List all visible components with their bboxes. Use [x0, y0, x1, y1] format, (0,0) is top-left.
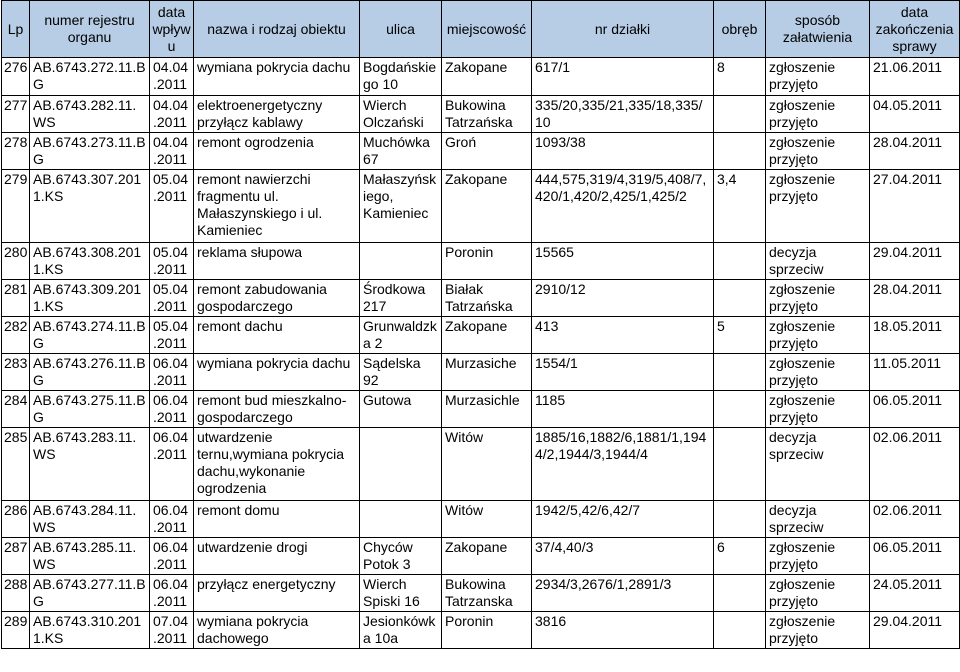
cell-nazwa: utwardzenie ternu,wymiana pokrycia dachu,wykonanie ogrodzenia — [194, 428, 360, 501]
cell-lp: 287 — [2, 538, 30, 575]
cell-nr-dzialki: 617/1 — [532, 58, 714, 96]
cell-nazwa: wymiana pokrycia dachu — [194, 58, 360, 96]
cell-nr-dzialki: 2910/12 — [532, 280, 714, 317]
table-row — [2, 612, 960, 649]
cell-nazwa: wymiana pokrycia dachowego — [194, 612, 360, 649]
cell-data-wplywu: 06.04.2011 — [150, 354, 194, 391]
cell-nazwa: reklama słupowa — [194, 243, 360, 280]
cell-data-zakonczenia: 02.06.2011 — [870, 428, 960, 501]
cell-numer: AB.6743.275.11.BG — [30, 391, 150, 428]
cell-miejscowosc: Murzasiche — [442, 354, 532, 391]
cell-lp: 278 — [2, 133, 30, 170]
cell-numer: AB.6743.276.11.BG — [30, 354, 150, 391]
cell-miejscowosc: Poronin — [442, 243, 532, 280]
cell-data-wplywu: 05.04.2011 — [150, 280, 194, 317]
cell-nr-dzialki: 1093/38 — [532, 133, 714, 170]
cell-numer: AB.6743.308.2011.KS — [30, 243, 150, 280]
cell-numer: AB.6743.282.11.WS — [30, 96, 150, 133]
cell-obreb: 6 — [714, 538, 766, 575]
cell-nazwa: elektroenergetyczny przyłącz kablawy — [194, 96, 360, 133]
cell-sposob: zgłoszenie przyjęto — [766, 58, 870, 96]
cell-lp: 279 — [2, 170, 30, 243]
cell-lp: 286 — [2, 501, 30, 538]
register-table — [1, 0, 960, 649]
cell-nazwa: remont nawierzchi fragmentu ul. Małaszynskiego i ul. Kamieniec — [194, 170, 360, 243]
cell-data-wplywu: 07.04.2011 — [150, 612, 194, 649]
cell-data-zakonczenia: 06.05.2011 — [870, 538, 960, 575]
cell-ulica: Wierch Olczański — [360, 96, 442, 133]
cell-data-wplywu: 04.04.2011 — [150, 58, 194, 96]
cell-obreb: 8 — [714, 58, 766, 96]
cell-nr-dzialki: 1554/1 — [532, 354, 714, 391]
cell-miejscowosc: Groń — [442, 133, 532, 170]
cell-miejscowosc: Poronin — [442, 612, 532, 649]
cell-miejscowosc: Zakopane — [442, 317, 532, 354]
cell-data-wplywu: 05.04.2011 — [150, 243, 194, 280]
cell-ulica — [360, 428, 442, 501]
cell-data-wplywu: 05.04.2011 — [150, 317, 194, 354]
cell-data-wplywu: 06.04.2011 — [150, 575, 194, 612]
cell-lp: 282 — [2, 317, 30, 354]
cell-lp: 288 — [2, 575, 30, 612]
cell-numer: AB.6743.273.11.BG — [30, 133, 150, 170]
cell-data-zakonczenia: 02.06.2011 — [870, 501, 960, 538]
cell-miejscowosc: Białak Tatrzańska — [442, 280, 532, 317]
table-row — [2, 354, 960, 391]
header-lp: Lp — [2, 1, 30, 58]
cell-data-wplywu: 04.04.2011 — [150, 96, 194, 133]
cell-miejscowosc: Witów — [442, 501, 532, 538]
cell-obreb — [714, 243, 766, 280]
cell-lp: 281 — [2, 280, 30, 317]
cell-nr-dzialki: 335/20,335/21,335/18,335/10 — [532, 96, 714, 133]
cell-nazwa: remont ogrodzenia — [194, 133, 360, 170]
cell-sposob: zgłoszenie przyjęto — [766, 317, 870, 354]
cell-data-wplywu: 04.04.2011 — [150, 133, 194, 170]
header-nazwa: nazwa i rodzaj obiektu — [194, 1, 360, 58]
cell-miejscowosc: Zakopane — [442, 538, 532, 575]
cell-miejscowosc: Bukowina Tatrzanska — [442, 575, 532, 612]
cell-data-zakonczenia: 11.05.2011 — [870, 354, 960, 391]
cell-miejscowosc: Zakopane — [442, 170, 532, 243]
cell-obreb — [714, 133, 766, 170]
cell-miejscowosc: Bukowina Tatrzańska — [442, 96, 532, 133]
table-row — [2, 58, 960, 96]
header-row — [2, 1, 960, 58]
cell-ulica: Gutowa — [360, 391, 442, 428]
cell-ulica: Jesionkówka 10a — [360, 612, 442, 649]
cell-ulica: Małaszyńskiego, Kamieniec — [360, 170, 442, 243]
table-row — [2, 133, 960, 170]
header-data-wplywu: data wpływu — [150, 1, 194, 58]
table-row — [2, 170, 960, 243]
cell-data-wplywu: 06.04.2011 — [150, 391, 194, 428]
cell-obreb: 5 — [714, 317, 766, 354]
header-nr-dzialki: nr działki — [532, 1, 714, 58]
cell-sposob: zgłoszenie przyjęto — [766, 280, 870, 317]
cell-ulica: Bogdańskiego 10 — [360, 58, 442, 96]
cell-nr-dzialki: 3816 — [532, 612, 714, 649]
cell-data-wplywu: 06.04.2011 — [150, 428, 194, 501]
cell-numer: AB.6743.310.2011.KS — [30, 612, 150, 649]
cell-data-zakonczenia: 06.05.2011 — [870, 391, 960, 428]
cell-nr-dzialki: 1185 — [532, 391, 714, 428]
header-data-zakonczenia: data zakończenia sprawy — [870, 1, 960, 58]
cell-nazwa: remont zabudowania gospodarczego — [194, 280, 360, 317]
cell-data-wplywu: 06.04.2011 — [150, 501, 194, 538]
cell-lp: 284 — [2, 391, 30, 428]
cell-ulica — [360, 501, 442, 538]
cell-obreb — [714, 96, 766, 133]
cell-nr-dzialki: 37/4,40/3 — [532, 538, 714, 575]
cell-obreb — [714, 501, 766, 538]
table-row — [2, 243, 960, 280]
cell-data-wplywu: 06.04.2011 — [150, 538, 194, 575]
cell-sposob: zgłoszenie przyjęto — [766, 96, 870, 133]
table-row — [2, 501, 960, 538]
cell-ulica: Środkowa 217 — [360, 280, 442, 317]
cell-sposob: zgłoszenie przyjęto — [766, 391, 870, 428]
cell-nazwa: remont bud mieszkalno-gospodarczego — [194, 391, 360, 428]
cell-numer: AB.6743.285.11.WS — [30, 538, 150, 575]
cell-obreb — [714, 612, 766, 649]
cell-data-zakonczenia: 18.05.2011 — [870, 317, 960, 354]
table-row — [2, 575, 960, 612]
table-row — [2, 391, 960, 428]
cell-lp: 289 — [2, 612, 30, 649]
cell-lp: 276 — [2, 58, 30, 96]
cell-data-wplywu: 05.04.2011 — [150, 170, 194, 243]
cell-numer: AB.6743.272.11.BG — [30, 58, 150, 96]
cell-obreb — [714, 354, 766, 391]
cell-ulica: Muchówka 67 — [360, 133, 442, 170]
header-sposob: sposób załatwienia — [766, 1, 870, 58]
cell-data-zakonczenia: 21.06.2011 — [870, 58, 960, 96]
cell-miejscowosc: Witów — [442, 428, 532, 501]
cell-numer: AB.6743.307.2011.KS — [30, 170, 150, 243]
cell-ulica: Sądelska 92 — [360, 354, 442, 391]
cell-numer: AB.6743.309.2011.KS — [30, 280, 150, 317]
cell-nr-dzialki: 444,575,319/4,319/5,408/7,420/1,420/2,425/1,425/2 — [532, 170, 714, 243]
cell-nr-dzialki: 413 — [532, 317, 714, 354]
cell-sposob: zgłoszenie przyjęto — [766, 612, 870, 649]
cell-lp: 277 — [2, 96, 30, 133]
table-row — [2, 280, 960, 317]
cell-nr-dzialki: 1942/5,42/6,42/7 — [532, 501, 714, 538]
cell-obreb — [714, 428, 766, 501]
cell-lp: 285 — [2, 428, 30, 501]
table-row — [2, 96, 960, 133]
cell-sposob: zgłoszenie przyjęto — [766, 538, 870, 575]
cell-nr-dzialki: 15565 — [532, 243, 714, 280]
cell-nazwa: wymiana pokrycia dachu — [194, 354, 360, 391]
cell-sposob: decyzja sprzeciw — [766, 428, 870, 501]
cell-obreb — [714, 280, 766, 317]
cell-nazwa: utwardzenie drogi — [194, 538, 360, 575]
cell-data-zakonczenia: 28.04.2011 — [870, 280, 960, 317]
cell-data-zakonczenia: 28.04.2011 — [870, 133, 960, 170]
cell-nr-dzialki: 1885/16,1882/6,1881/1,1944/2,1944/3,1944/4 — [532, 428, 714, 501]
table-row — [2, 428, 960, 501]
cell-nr-dzialki: 2934/3,2676/1,2891/3 — [532, 575, 714, 612]
cell-obreb — [714, 575, 766, 612]
cell-ulica: Wierch Spiski 16 — [360, 575, 442, 612]
header-ulica: ulica — [360, 1, 442, 58]
cell-nazwa: remont dachu — [194, 317, 360, 354]
header-miejscowosc: miejscowość — [442, 1, 532, 58]
header-numer: numer rejestru organu — [30, 1, 150, 58]
cell-numer: AB.6743.277.11.BG — [30, 575, 150, 612]
cell-data-zakonczenia: 29.04.2011 — [870, 612, 960, 649]
cell-sposob: zgłoszenie przyjęto — [766, 354, 870, 391]
cell-ulica: Grunwaldzka 2 — [360, 317, 442, 354]
cell-lp: 280 — [2, 243, 30, 280]
cell-numer: AB.6743.284.11.WS — [30, 501, 150, 538]
cell-sposob: decyzja sprzeciw — [766, 501, 870, 538]
table-row — [2, 538, 960, 575]
cell-data-zakonczenia: 27.04.2011 — [870, 170, 960, 243]
cell-nazwa: przyłącz energetyczny — [194, 575, 360, 612]
cell-miejscowosc: Murzasichle — [442, 391, 532, 428]
cell-obreb — [714, 391, 766, 428]
cell-sposob: zgłoszenie przyjęto — [766, 575, 870, 612]
cell-sposob: zgłoszenie przyjęto — [766, 170, 870, 243]
cell-nazwa: remont domu — [194, 501, 360, 538]
table-row — [2, 317, 960, 354]
cell-data-zakonczenia: 24.05.2011 — [870, 575, 960, 612]
cell-numer: AB.6743.274.11.BG — [30, 317, 150, 354]
cell-sposob: zgłoszenie przyjęto — [766, 133, 870, 170]
cell-numer: AB.6743.283.11.WS — [30, 428, 150, 501]
cell-ulica: Chyców Potok 3 — [360, 538, 442, 575]
cell-lp: 283 — [2, 354, 30, 391]
cell-ulica — [360, 243, 442, 280]
cell-sposob: decyzja sprzeciw — [766, 243, 870, 280]
header-obreb: obręb — [714, 1, 766, 58]
cell-data-zakonczenia: 04.05.2011 — [870, 96, 960, 133]
cell-miejscowosc: Zakopane — [442, 58, 532, 96]
cell-obreb: 3,4 — [714, 170, 766, 243]
cell-data-zakonczenia: 29.04.2011 — [870, 243, 960, 280]
